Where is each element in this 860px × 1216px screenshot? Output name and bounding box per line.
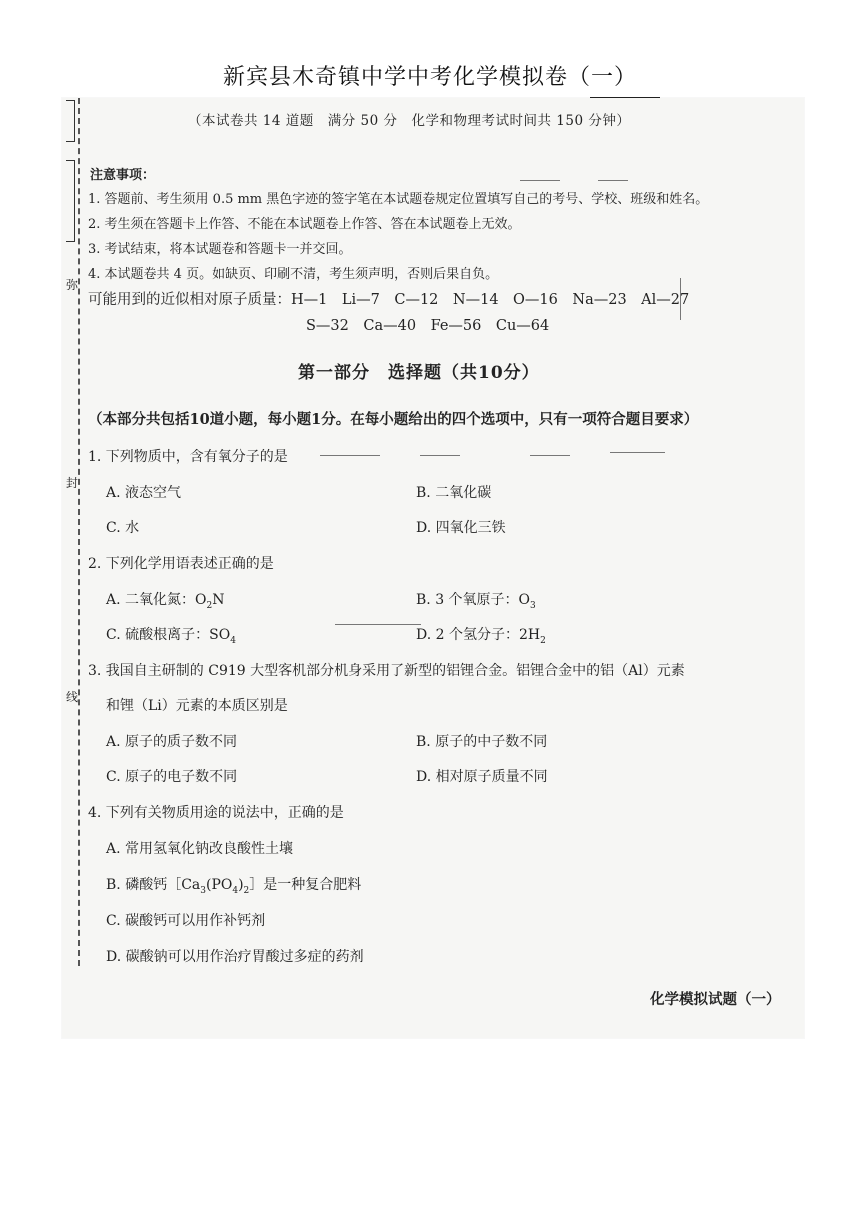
question-4-option-c: C. 碳酸钙可以用作补钙剂 (106, 913, 266, 929)
question-1-stem: 1. 下列物质中，含有氧分子的是 (88, 449, 288, 465)
notice-item: 2. 考生须在答题卡上作答、不能在本试题卷上作答、答在本试题卷上无效。 (88, 217, 521, 232)
question-4-option-d: D. 碳酸钠可以用作治疗胃酸过多症的药剂 (106, 949, 364, 965)
scan-mark (610, 452, 665, 453)
section-note: （本部分共包括10道小题，每小题1分。在每小题给出的四个选项中，只有一项符合题目要求） (88, 411, 699, 428)
atomic-masses-line2: S—32 Ca—40 Fe—56 Cu—64 (306, 318, 550, 334)
question-3-option-a: A. 原子的质子数不同 (106, 734, 238, 750)
question-3-stem-cont: 和锂（Li）元素的本质区别是 (106, 698, 288, 714)
scan-mark (530, 455, 570, 456)
question-3-stem: 3. 我国自主研制的 C919 大型客机部分机身采用了新型的铝锂合金。铝锂合金中的铝（Al）元素 (88, 663, 685, 679)
scan-mark (420, 455, 460, 456)
question-2-option-a: A. 二氧化氮：$O_2N$ (106, 592, 225, 611)
atomic-masses-line1: 可能用到的近似相对原子质量：H—1 Li—7 C—12 N—14 O—16 Na—23 Al—27 (88, 292, 690, 308)
question-1-option-b: B. 二氧化碳 (416, 485, 492, 501)
question-4-option-b: B. 磷酸钙$[Ca_3(PO_4)_2]$是一种复合肥料 (106, 877, 362, 896)
question-3-option-c: C. 原子的电子数不同 (106, 769, 238, 785)
margin-label-feng: 封 (66, 476, 79, 490)
margin-bracket (66, 160, 75, 242)
question-2-option-d: D. 2 个氢分子：$2H_2$ (416, 627, 546, 646)
notice-item: 4. 本试题卷共 4 页。如缺页、印刷不清，考生须声明，否则后果自负。 (88, 267, 499, 282)
binding-dashed-line (78, 98, 80, 966)
margin-label-xian: 线 (66, 690, 79, 704)
question-4-stem: 4. 下列有关物质用途的说法中，正确的是 (88, 805, 344, 821)
question-4-option-a: A. 常用氢氧化钠改良酸性土壤 (106, 841, 294, 857)
scan-mark (320, 455, 380, 456)
notice-item: 1. 答题前、考生须用 0.5 mm 黑色字迹的签字笔在本试题卷规定位置填写自己的考号、学校、班级和姓名。 (88, 192, 709, 207)
page-footer: 化学模拟试题（一） (650, 991, 781, 1008)
margin-bracket (66, 100, 75, 142)
margin-label-mi: 弥 (66, 278, 79, 292)
question-2-stem: 2. 下列化学用语表述正确的是 (88, 556, 274, 572)
question-3-option-b: B. 原子的中子数不同 (416, 734, 548, 750)
question-1-option-c: C. 水 (106, 520, 140, 536)
page-title: 新宾县木奇镇中学中考化学模拟卷（一） (222, 65, 637, 90)
question-1-option-a: A. 液态空气 (106, 485, 182, 501)
section-title: 第一部分 选择题（共10分） (298, 363, 540, 383)
scan-mark (598, 180, 628, 181)
scan-mark (335, 624, 421, 625)
question-2-option-c: C. 硫酸根离子：$SO_4$ (106, 627, 236, 646)
question-2-option-b: B. 3 个氧原子：$O_3$ (416, 592, 536, 611)
question-1-option-d: D. 四氧化三铁 (416, 520, 506, 536)
exam-info-line: （本试卷共 14 道题 满分 50 分 化学和物理考试时间共 150 分钟） (188, 113, 631, 129)
question-3-option-d: D. 相对原子质量不同 (416, 769, 548, 785)
notice-item: 3. 考试结束，将本试题卷和答题卡一并交回。 (88, 242, 352, 257)
scan-mark (520, 180, 560, 181)
notice-heading: 注意事项： (90, 168, 156, 183)
